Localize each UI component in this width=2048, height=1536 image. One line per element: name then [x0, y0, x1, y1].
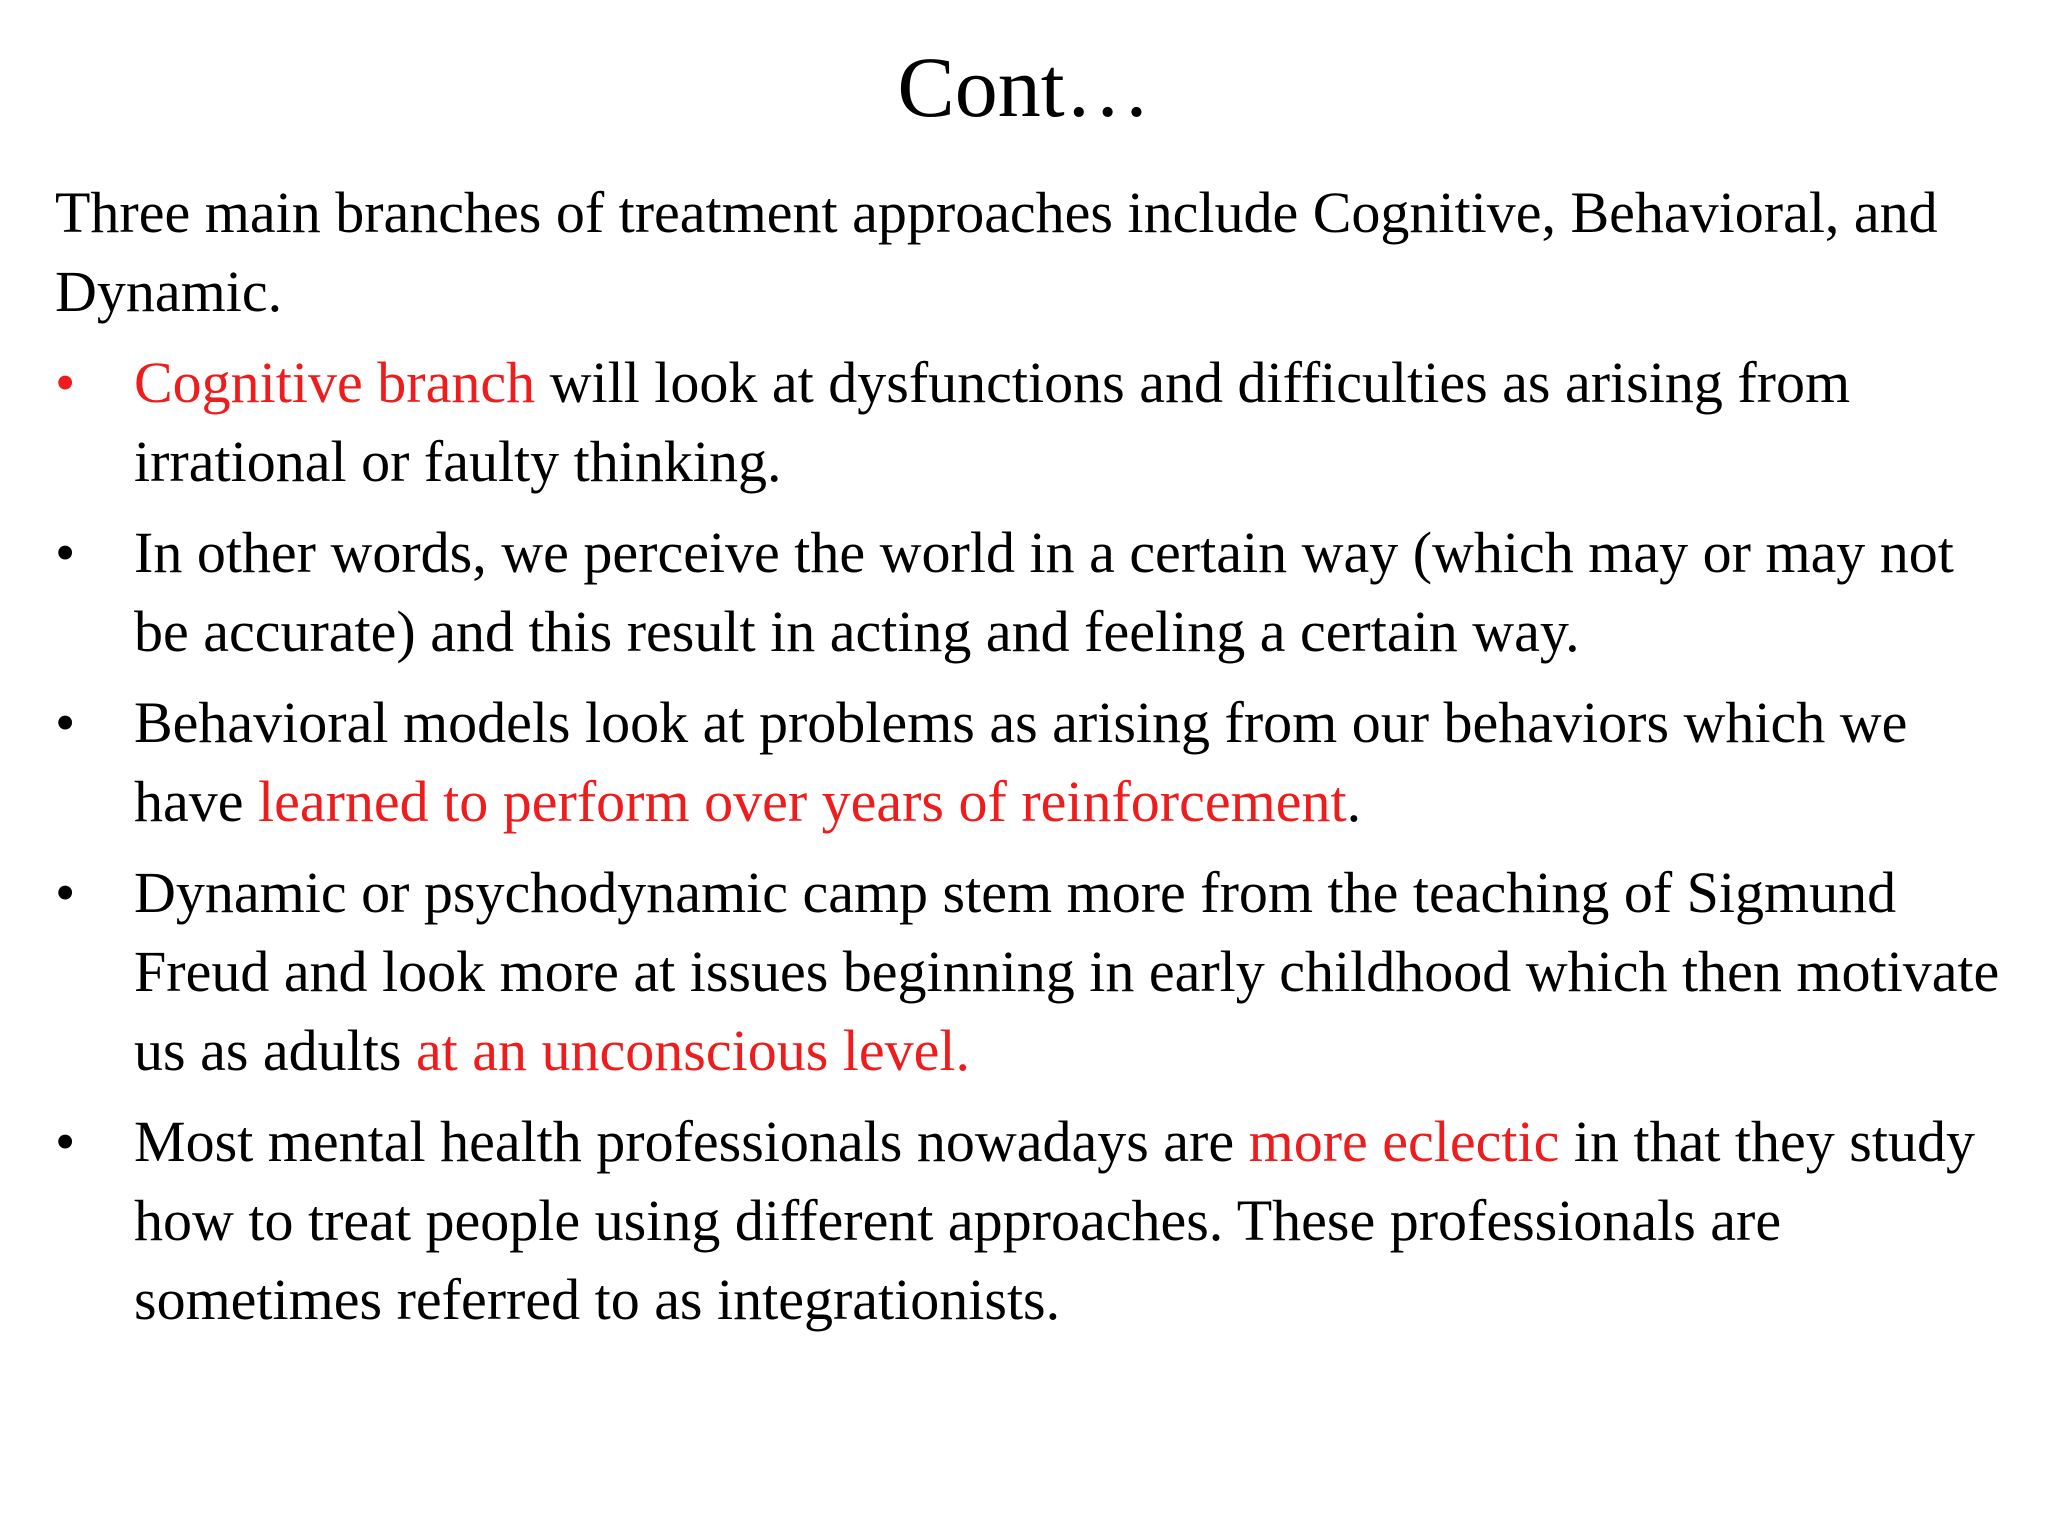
bullet-text: Behavioral models look at problems as arising from our behaviors which we have	[134, 690, 1908, 834]
bullet-item-dynamic	[55, 853, 2015, 1090]
bullet-text: Dynamic or psychodynamic camp stem more from the teaching of Sigmund Freud and look more at issues beginning in early childhood which then motivate us as adults	[134, 860, 2000, 1083]
bullet-text-highlight: more eclectic	[1248, 1109, 1560, 1174]
intro-paragraph: Three main branches of treatment approaches include Cognitive, Behavioral, and Dynamic.	[55, 180, 1938, 324]
bullet-item-eclectic	[55, 1102, 2015, 1339]
bullet-text-highlight: Cognitive branch	[134, 350, 536, 415]
bullet-mark: •	[55, 690, 76, 755]
bullet-text: in that they study how to treat people using different approaches. These professionals are sometimes referred to as integrationists.	[134, 1109, 1975, 1332]
slide-title: Cont…	[897, 39, 1151, 135]
bullet-item-behavioral	[55, 683, 2015, 841]
bullet-text: In other words, we perceive the world in a certain way (which may or may not be accurate) and this result in acting and feeling a certain way.	[134, 520, 1954, 664]
bullet-text: Most mental health professionals nowadays are	[134, 1109, 1249, 1174]
bullet-text: .	[1346, 769, 1362, 834]
bullet-item-perception	[55, 513, 2015, 671]
bullet-item-cognitive	[55, 343, 2015, 501]
bullet-text-highlight: at an unconscious level.	[415, 1018, 970, 1083]
bullet-list	[55, 343, 2015, 1339]
bullet-mark: •	[55, 350, 76, 415]
slide-body	[55, 173, 2015, 1351]
bullet-text-highlight: learned to perform over years of reinforcement	[258, 769, 1347, 834]
bullet-mark: •	[55, 860, 76, 925]
bullet-mark: •	[55, 520, 76, 585]
bullet-mark: •	[55, 1109, 76, 1174]
bullet-text: will look at dysfunctions and difficulties as arising from irrational or faulty thinking.	[134, 350, 1851, 494]
